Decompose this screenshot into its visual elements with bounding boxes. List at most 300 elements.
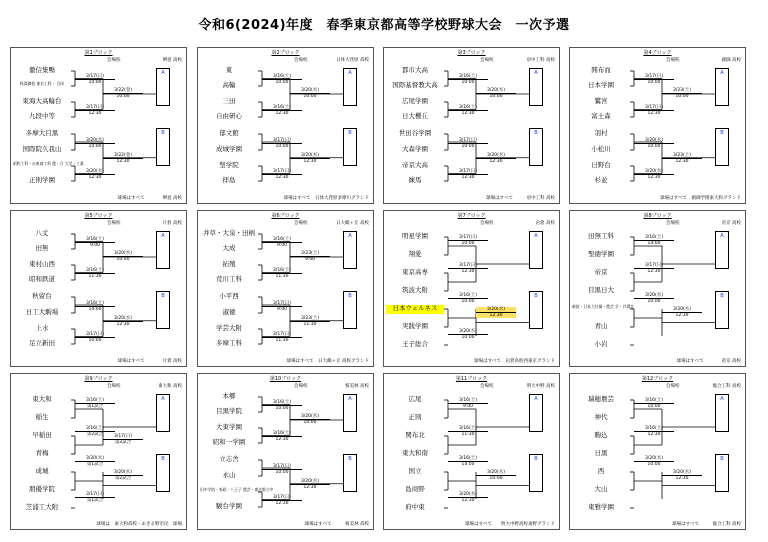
team-name: 朋優学院 [29,485,55,493]
bracket-block [10,210,187,367]
seed-box [156,291,170,329]
team-name: 日大櫻丘 [402,112,428,120]
seed-label: A [348,396,352,402]
team-name: 東大和 [32,395,52,403]
game-date: 3/16(土) [644,398,664,403]
team-name: 日工大駒場 [25,308,59,316]
game-slot [662,88,702,99]
game-slot [634,426,674,437]
game-time: 第2試合 [103,439,143,445]
game-slot [476,470,516,481]
team-name: 実践学園 [402,322,428,330]
game-time: 10:00 [448,143,488,149]
team-name: 世田谷学園 [398,129,432,137]
team-name: 羽村 [594,129,608,137]
game-date: 3/17(日) [458,263,478,268]
game-date: 3/20(水) [644,293,664,298]
team-name: 学芸大附 [216,324,242,332]
game-slot [448,456,488,467]
seed-box [156,394,170,432]
seed-label: B [161,456,165,462]
game-time: 9:00 [290,256,330,262]
game-slot [634,74,674,85]
game-date: 3/16(土) [458,426,478,431]
game-time: 12:30 [476,312,516,318]
game-date: 3/20(水) [85,169,105,174]
game-slot [634,138,674,149]
game-date: 3/16(土) [644,426,664,431]
team-name: 大東学園 [216,423,242,431]
game-time: 12:30 [290,484,330,490]
seed-box [715,68,729,106]
seed-label: A [720,70,724,76]
team-name: 正則 [408,413,422,421]
game-slot [262,105,302,116]
game-slot [662,470,702,481]
block-footer: 球場はすべて 帝京 高校 [676,359,741,364]
bracket-block [10,47,187,204]
game-date: 3/17(日) [85,105,105,110]
game-time: 10:00 [476,475,516,481]
game-time: 12:30 [448,174,488,180]
team-name: 鷲宮 [594,97,608,105]
game-date: 3/16(土) [458,398,478,403]
team-name: 神代 [594,413,608,421]
game-slot [448,398,488,409]
game-slot [290,479,330,490]
seed-box [715,231,729,269]
game-slot [634,263,674,274]
seed-label: A [720,396,724,402]
block-footer: 球場はすべて 総合工科 高校 [672,522,741,527]
game-slot [262,332,302,343]
team-name: 大成 [222,244,236,252]
venue-label: 会場校 [480,221,494,226]
venue-label: 会場校 [107,384,121,389]
seed-label: A [161,396,165,402]
block-title: 第7ブロック [457,213,486,219]
block-footer: 球場は 東大和高校・あきる野市民 球場 [96,522,182,527]
venue-school: 片倉 高校 [162,221,182,226]
team-name: 青山 [594,322,608,330]
block-title: 第5ブロック [84,213,113,219]
game-slot [75,169,115,180]
game-date: 3/17(日) [272,138,292,143]
game-slot [262,400,302,411]
seed-label: B [534,130,538,136]
team-name: 明星学園 [402,232,428,240]
game-time: 12:30 [448,268,488,274]
seed-label: B [348,130,352,136]
game-date: 3/23(土) [672,88,692,93]
team-name: 東大和南 [402,449,428,457]
game-time: 第1試合 [75,461,115,467]
bracket-block [383,373,560,530]
team-name: 稲生 [35,413,49,421]
team-name: 聖徳学園 [588,250,614,258]
block-title: 第4ブロック [643,50,672,56]
team-name: 立志舎 [219,455,239,463]
game-date: 3/20(水) [300,479,320,484]
game-date: 3/16(土) [458,456,478,461]
team-name: 早稲田 [32,431,52,439]
seed-box [715,128,729,166]
game-time: 12:30 [262,174,302,180]
team-name: 筑波大附 [402,286,428,294]
team-name: 青梅 [35,449,49,457]
team-name: 広尾 [408,395,422,403]
seed-box [529,394,543,432]
seed-label: A [534,70,538,76]
team-name: 上水 [35,324,49,332]
game-time: 11:30 [448,431,488,437]
team-name: 大山 [594,485,608,493]
venue-label: 会場校 [666,221,680,226]
team-name: 国際院久我山 [22,145,62,153]
seed-label: A [161,233,165,239]
team-name: 帝京 [594,268,608,276]
game-time: 10:00 [448,334,488,340]
team-name: 駿台学園 [216,502,242,510]
game-time: 9:00 [448,403,488,409]
team-name: 新宿・日本大付属・農芸 学・芦溝北 [572,304,634,309]
game-time: 12:30 [262,436,302,442]
venue-label: 会場校 [107,221,121,226]
team-name: 王子総合 [402,340,428,348]
game-date: 3/16(土) [458,74,478,79]
team-name: 練馬 [408,176,422,184]
team-name: 関布北 [405,431,425,439]
seed-box [343,394,357,432]
venue-school: 桜美林 高校 [345,384,369,389]
team-name: 日野台 [591,161,611,169]
game-slot [262,301,302,312]
venue-label: 会場校 [480,384,494,389]
game-time: 10:00 [262,469,302,475]
game-date: 3/16(土) [85,301,105,306]
game-time: 12:30 [448,110,488,116]
seed-label: B [720,293,724,299]
game-slot [634,235,674,246]
game-date: 3/16(土) [85,398,105,403]
team-name: 高輪 [222,81,236,89]
game-slot [634,456,674,467]
game-date: 3/17(日) [113,434,133,439]
game-date: 3/20(水) [486,470,506,475]
game-date: 3/20(水) [672,470,692,475]
game-slot [662,307,702,318]
seed-box [715,394,729,432]
team-name: 三田 [222,97,236,105]
block-footer: 球場はすべて 日体大荏原多摩川グランド [283,196,369,201]
game-slot [75,301,115,312]
team-name: 目黒学院 [216,407,242,415]
game-slot [290,414,330,425]
game-date: 3/20(水) [300,153,320,158]
seed-box [343,454,357,492]
game-time: 12:30 [476,158,516,164]
game-date: 3/20(水) [85,456,105,461]
seed-box [156,454,170,492]
game-slot [290,88,330,99]
game-date: 3/22(金) [113,88,133,93]
block-title: 第9ブロック [84,376,113,382]
team-name: 拓殖 [222,260,236,268]
team-name: 国立 [408,467,422,475]
game-date: 3/17(日) [644,105,664,110]
team-name: 小松川 [591,145,611,153]
venue-school: 岩倉 高校 [535,221,555,226]
game-slot [75,74,115,85]
game-time: 11:30 [75,273,115,279]
team-name: 多摩大目黒 [25,129,59,137]
team-name: 日黒 [594,449,608,457]
team-name: 永山 [222,471,236,479]
game-slot [262,138,302,149]
game-date: 3/20(水) [113,316,133,321]
block-title: 第8ブロック [643,213,672,219]
team-name: 広尾学園 [402,97,428,105]
game-time: 14:00 [634,240,674,246]
team-name: 駒込 [594,431,608,439]
team-name: 郁文館 [219,129,239,137]
game-time: 10:00 [75,337,115,343]
game-slot [290,316,330,327]
game-time: 10:00 [476,93,516,99]
seed-box [529,291,543,329]
block-footer: 球場はすべて 堺意 高校 [117,196,182,201]
game-time: 10:00 [662,93,702,99]
team-name: 帝京大高 [402,161,428,169]
game-time: 第1試合 [75,497,115,503]
game-date: 3/16(土) [458,105,478,110]
game-date: 3/17(日) [272,495,292,500]
game-date: 3/16(土) [272,237,292,242]
game-slot [103,88,143,99]
game-date: 3/23(土) [672,153,692,158]
game-date: 3/17(日) [272,301,292,306]
team-name: 東村山西 [29,260,55,268]
team-name: 成城 [35,467,49,475]
block-title: 第3ブロック [457,50,486,56]
game-time: 10:00 [75,143,115,149]
game-slot [75,398,115,409]
venue-school: 堺意 高校 [162,58,182,63]
seed-label: B [348,293,352,299]
game-time: 10:00 [634,143,674,149]
game-slot [448,426,488,437]
game-date: 3/17(日) [85,332,105,337]
seed-label: B [348,456,352,462]
team-name: 大森学園 [402,145,428,153]
team-name: 都市大高 [402,66,428,74]
game-time: 10:00 [634,461,674,467]
game-slot [634,105,674,116]
game-date: 3/20(水) [300,414,320,419]
game-date: 3/23(土) [300,316,320,321]
team-name: 開布而 [591,66,611,74]
game-time: 10:00 [262,405,302,411]
game-time: 12:30 [75,174,115,180]
game-time: 12:30 [634,431,674,437]
seed-box [715,291,729,329]
game-time: 10:00 [262,143,302,149]
game-date: 3/23(土) [300,251,320,256]
team-name: 成城学園 [216,145,242,153]
venue-label: 会場校 [666,58,680,63]
game-time: 10:00 [103,256,143,262]
team-name: 荒川工科 [216,275,242,283]
game-date: 3/17(日) [458,235,478,240]
game-slot [290,251,330,262]
team-name: 杉並 [594,176,608,184]
game-slot [75,456,115,467]
game-slot [262,169,302,180]
venue-school: 明大中野 高校 [526,384,555,389]
team-name: 府中東 [405,503,425,511]
game-time: 11:30 [262,337,302,343]
game-time: 12:30 [262,110,302,116]
game-time: 9:00 [75,242,115,248]
seed-box [343,68,357,106]
team-name: 井草・大泉・田柄 [203,229,255,237]
game-slot [448,492,488,503]
venue-school: 創価 高校 [721,58,741,63]
game-date: 3/20(水) [644,138,664,143]
team-name: 富士森 [591,112,611,120]
game-slot [262,495,302,506]
game-time: 10:00 [290,419,330,425]
bracket-block [569,373,746,530]
team-name: 国際基督教大高 [392,81,438,89]
block-title: 第10ブロック [269,376,302,382]
team-name: 聖学院 [219,161,239,169]
game-slot [262,74,302,85]
seed-box [343,128,357,166]
venue-label: 会場校 [294,58,308,63]
game-date: 3/16(土) [272,400,292,405]
seed-label: B [534,456,538,462]
team-name: 秋留台 [32,292,52,300]
game-slot [448,263,488,274]
game-date: 3/17(日) [85,492,105,497]
game-date: 3/20(水) [300,88,320,93]
block-footer: 球場はすべて 桜美林 高校 [304,522,369,527]
bracket-block [383,47,560,204]
team-name: 正則学園 [29,176,55,184]
venue-school: 帝京 高校 [721,221,741,226]
team-name: 拝島 [222,176,236,184]
game-slot [262,237,302,248]
team-name: 九段中等 [29,112,55,120]
game-slot [448,169,488,180]
team-name: 日本ウェルネス [386,305,444,314]
team-name: 田無工科 [588,232,614,240]
game-slot [448,138,488,149]
seed-box [529,231,543,269]
team-name: 日本学園 [588,81,614,89]
venue-school: 府中工科 高校 [526,58,555,63]
team-name: 翔愛 [408,250,422,258]
game-slot [448,105,488,116]
seed-box [156,128,170,166]
team-name: 八丈 [35,229,49,237]
game-date: 3/17(日) [644,263,664,268]
team-name: 目黒日大 [588,286,614,294]
seed-label: B [720,130,724,136]
block-footer: 球場はすべて 岩倉高校西東京グランド [474,359,555,364]
game-time: 12:30 [662,158,702,164]
team-name: 自由研心 [216,112,242,120]
venue-school: 日体大荏原 高校 [336,58,369,63]
game-date: 3/17(日) [458,169,478,174]
venue-label: 会場校 [666,384,680,389]
game-time: 12:30 [634,110,674,116]
game-time: 14:00 [448,461,488,467]
team-name: 本郷 [222,392,236,400]
bracket-block [383,210,560,367]
seed-label: A [534,233,538,239]
game-slot [448,293,488,304]
page-title: 令和6(2024)年度 春季東京都高等学校野球大会 一次予選 [198,18,570,33]
team-name: 東海大高輪台 [22,97,62,105]
game-date: 3/17(日) [644,74,664,79]
game-time: 12:30 [75,110,115,116]
bracket-block [10,373,187,530]
game-slot [634,169,674,180]
game-time: 10:00 [634,403,674,409]
game-slot [262,268,302,279]
game-time: 第2試合 [103,475,143,481]
team-name: 昭和鉄道 [29,275,55,283]
team-name: 足立新田 [29,339,55,347]
game-slot [75,332,115,343]
game-slot [75,237,115,248]
block-footer: 球場はすべて 府中工科 高校 [486,196,555,201]
game-slot [103,251,143,262]
team-name: 田中学院・家政・八王子 農芸・東京都立中 [200,487,274,492]
game-date: 3/17(日) [272,332,292,337]
game-slot [262,431,302,442]
game-slot [75,268,115,279]
game-date: 3/20(水) [644,456,664,461]
seed-label: B [161,130,165,136]
game-time: 12:30 [662,475,702,481]
game-time: 10:00 [634,79,674,85]
game-time: 10:00 [448,79,488,85]
seed-box [156,68,170,106]
game-time: 12:30 [448,497,488,503]
game-date: 3/20(水) [486,88,506,93]
game-time: 第1試合 [75,403,115,409]
game-date: 3/20(水) [486,153,506,158]
game-slot [103,434,143,445]
game-date: 3/20(水) [113,470,133,475]
game-date: 3/16(土) [85,268,105,273]
block-footer: 球場はすべて 日大鶴ヶ丘 高校グランド [286,359,369,364]
game-slot [448,235,488,246]
team-name: 徹信集鴨 [29,66,55,74]
team-name: 小平西 [219,292,239,300]
game-slot [103,153,143,164]
game-date: 3/20(水) [458,329,478,334]
game-slot [662,153,702,164]
block-footer: 球場はすべて 片倉 高校 [117,359,182,364]
seed-box [343,291,357,329]
bracket-block [569,47,746,204]
game-time: 10:00 [448,240,488,246]
team-name: 東京高専 [402,268,428,276]
